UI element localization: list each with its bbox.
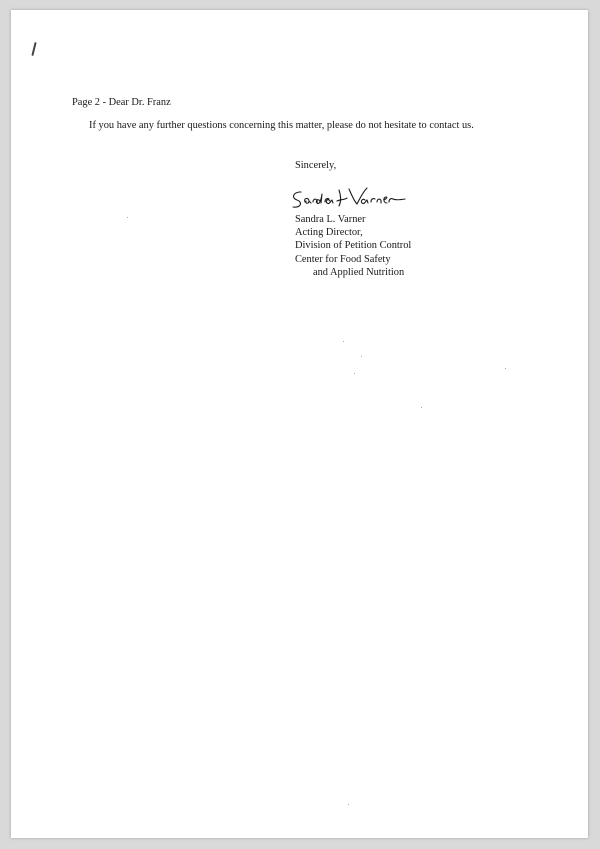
handwritten-signature bbox=[287, 182, 423, 212]
scan-speck bbox=[354, 373, 355, 374]
signer-division: Division of Petition Control bbox=[295, 240, 412, 252]
closing: Sincerely, bbox=[295, 160, 337, 171]
page-header: Page 2 - Dear Dr. Franz bbox=[72, 97, 171, 108]
scan-speck bbox=[505, 368, 506, 369]
body-paragraph: If you have any further questions concerning this matter, please do not hesitate to contact us. bbox=[89, 120, 474, 131]
signer-name: Sandra L. Varner bbox=[295, 214, 366, 225]
pen-mark bbox=[31, 42, 36, 56]
scan-speck bbox=[421, 407, 422, 408]
scan-speck bbox=[348, 804, 349, 805]
scan-speck bbox=[343, 341, 344, 342]
scan-speck bbox=[361, 356, 362, 357]
signer-center: Center for Food Safety bbox=[295, 253, 391, 265]
signature-block bbox=[295, 213, 411, 279]
scan-speck bbox=[127, 217, 128, 218]
signer-title: Acting Director, bbox=[295, 227, 363, 239]
document-page bbox=[11, 10, 588, 838]
signer-center-cont: and Applied Nutrition bbox=[313, 266, 405, 278]
